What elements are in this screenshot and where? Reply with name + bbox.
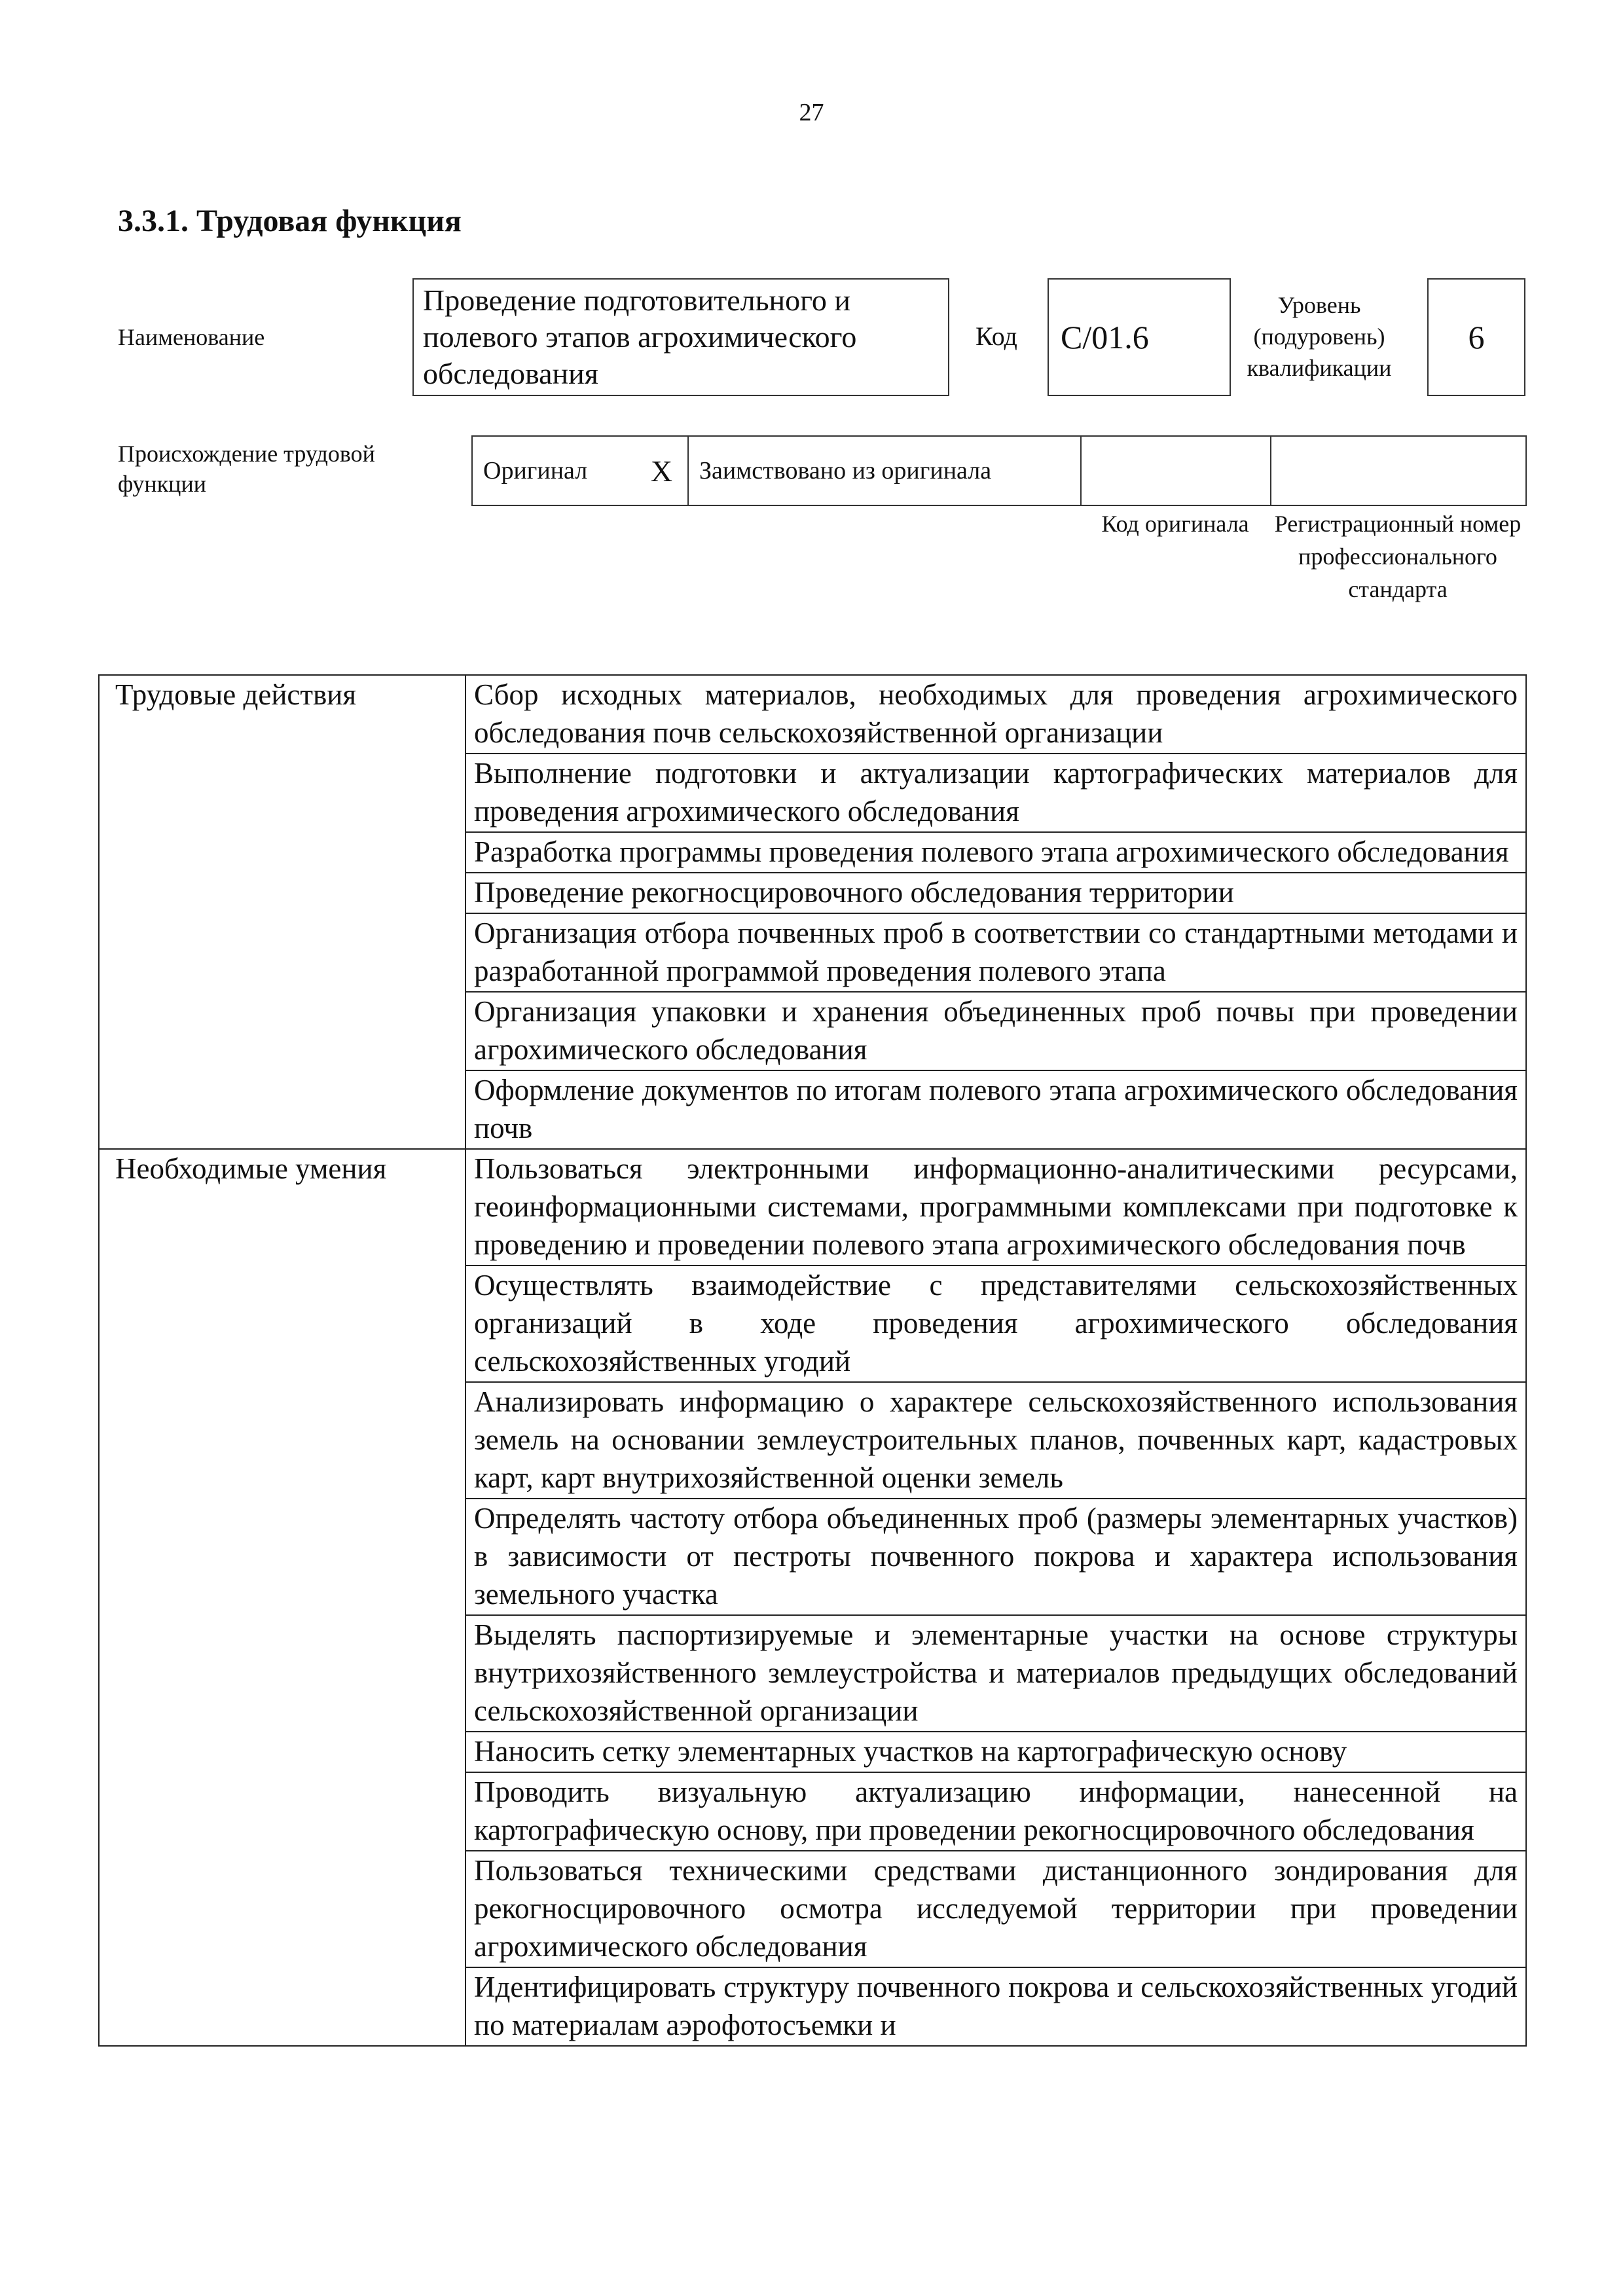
skill-item: Выделять паспортизируемые и элементарные участки на основе структуры внутрихозяйственного землеустройства и материалов предыдущих обследований сельскохозяйственной организации (465, 1615, 1526, 1732)
labor-action-item: Проведение рекогносцировочного обследования территории (465, 873, 1526, 913)
labor-action-item: Организация отбора почвенных проб в соответствии со стандартными методами и разработанной программой проведения полевого этапа (465, 913, 1526, 992)
skill-item: Наносить сетку элементарных участков на картографическую основу (465, 1732, 1526, 1772)
level-box (1427, 278, 1525, 396)
labor-action-item: Разработка программы проведения полевого этапа агрохимического обследования (465, 832, 1526, 873)
labor-action-item: Сбор исходных материалов, необходимых для проведения агрохимического обследования почв сельскохозяйственной организации (465, 675, 1526, 754)
function-name-value: Проведение подготовительного и полевого этапов агрохимического обследования (423, 283, 857, 390)
level-value: 6 (1468, 319, 1485, 355)
labor-function-table (98, 674, 1527, 2047)
original-mark: X (636, 436, 688, 505)
labor-action-item: Организация упаковки и хранения объединенных проб почвы при проведении агрохимического обследования (465, 992, 1526, 1070)
labor-action-item: Оформление документов по итогам полевого этапа агрохимического обследования почв (465, 1070, 1526, 1149)
code-original-caption: Код оригинала (1101, 511, 1249, 537)
skill-item: Пользоваться электронными информационно-аналитическими ресурсами, геоинформационными системами, программными комплексами при подготовке к проведению и проведении полевого этапа агрохимического обследования почв (465, 1149, 1526, 1266)
level-label: Уровень (подуровень) квалификации (1247, 292, 1392, 381)
reg-number-caption: Регистрационный номер профессионального стандарта (1274, 511, 1522, 602)
skill-item: Пользоваться техническими средствами дистанционного зондирования для рекогносцировочного осмотра исследуемой территории при проведении агрохимического обследования (465, 1851, 1526, 1967)
code-box (1048, 278, 1231, 396)
code-value: C/01.6 (1061, 319, 1149, 355)
required-skills-label: Необходимые умения (99, 1149, 465, 2046)
skill-item: Определять частоту отбора объединенных проб (размеры элементарных участков) в зависимости от пестроты почвенного покрова и характера использования земельного участка (465, 1499, 1526, 1615)
skill-item: Идентифицировать структуру почвенного покрова и сельскохозяйственных угодий по материалам аэрофотосъемки и (465, 1967, 1526, 2046)
original-label: Оригинал (472, 436, 636, 505)
table-row (99, 1149, 1526, 1266)
name-label: Наименование (118, 324, 265, 350)
page-number: 27 (799, 99, 824, 126)
labor-actions-label: Трудовые действия (99, 675, 465, 1149)
code-label: Код (976, 321, 1017, 351)
reg-number-cell (1271, 436, 1526, 505)
borrowed-label: Заимствовано из оригинала (688, 436, 1081, 505)
origin-label: Происхождение трудовой функции (118, 441, 375, 497)
labor-action-item: Выполнение подготовки и актуализации картографических материалов для проведения агрохимического обследования (465, 754, 1526, 832)
original-code-cell (1081, 436, 1271, 505)
skill-item: Анализировать информацию о характере сельскохозяйственного использования земель на основании землеустроительных планов, почвенных карт, кадастровых карт, карт внутрихозяйственной оценки земель (465, 1382, 1526, 1499)
table-row (99, 675, 1526, 754)
skill-item: Проводить визуальную актуализацию информации, нанесенной на картографическую основу, при проведении рекогносцировочного обследования (465, 1772, 1526, 1851)
function-name-box (412, 278, 949, 396)
origin-table (471, 435, 1527, 506)
skill-item: Осуществлять взаимодействие с представителями сельскохозяйственных организаций в ходе проведения агрохимического обследования сельскохозяйственных угодий (465, 1266, 1526, 1382)
section-title: 3.3.1. Трудовая функция (118, 204, 462, 238)
